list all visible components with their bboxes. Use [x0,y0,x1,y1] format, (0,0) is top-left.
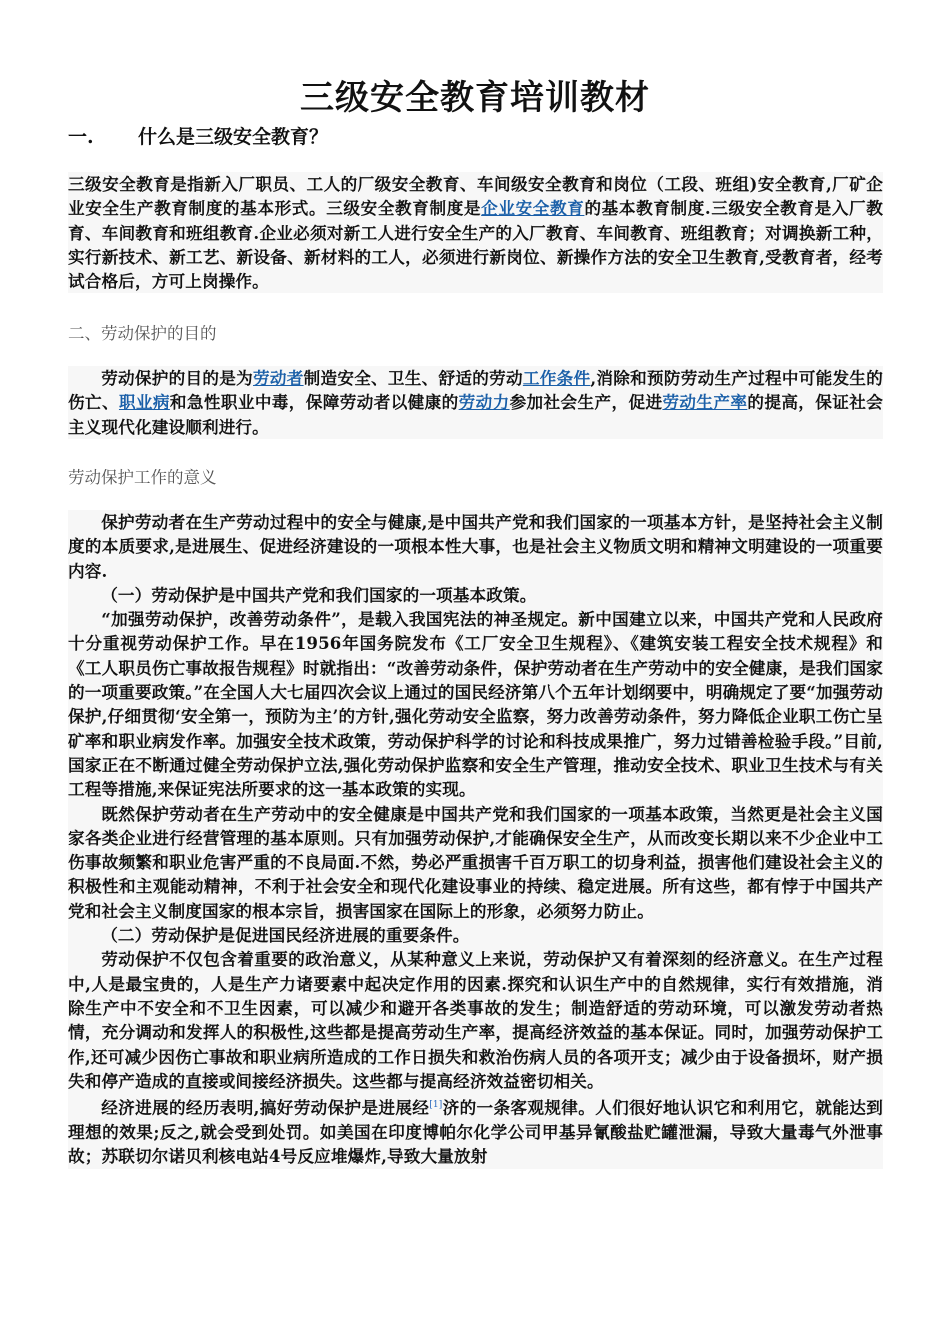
link-labor-force[interactable]: 劳动力 [458,392,510,413]
section-3-subheading-1: （一）劳动保护是中国共产党和我们国家的一项基本政策。 [101,584,537,605]
section-1-number: 一. [68,126,94,148]
section-3-paragraph-2: “加强劳动保护，改善劳动条件”，是载入我国宪法的神圣规定。新中国建立以来，中国共产党和人民政府十分重视劳动保护工作。早在1956年国务院发布《工厂安全卫生规程》、《建筑安装工程安全技术规程》和《工人职员伤亡事故报告规程》时就指出：“改善劳动条件，保护劳动者在生产劳动中的安全健康，是我们国家的一项重要政策。”在全国人大七届四次会议上通过的国民经济第八个五年计划纲要中，明确规定了要“加强劳动保护,仔细贯彻‘安全第一，预防为主’的方针,强化劳动安全监察，努力改善劳动条件，努力降低企业职工伤亡呈矿率和职业病发作率。加强安全技术政策，劳动保护科学的讨论和科技成果推广，努力过错善检验手段。”目前,国家正在不断通过健全劳动保护立法,强化劳动保护监察和安全生产管理，推动安全技术、职业卫生技术与有关工程等措施,来保证宪法所要求的这一基本政策的实现。 [68,609,883,800]
link-occupational-disease[interactable]: 职业病 [118,392,170,413]
paragraph-text: ,消除和预防劳动生产过程中可能发生的伤亡、 [68,368,883,413]
paragraph-text: 制造安全、卫生、舒适的劳动 [303,368,523,388]
paragraph-text: 参加社会生产，促进 [509,392,663,413]
section-2-paragraph [68,366,883,439]
paragraph-text: 经济进展的经历表明,搞好劳动保护是进展经 [101,1097,430,1118]
link-enterprise-safety-education[interactable]: 企业安全教育 [481,198,585,219]
section-3-paragraph-3: 既然保护劳动者在生产劳动中的安全健康是中国共产党和我们国家的一项基本政策，当然更是社会主义国家各类企业进行经营管理的基本原则。只有加强劳动保护,才能确保安全生产，从而改变长期以来不少企业中工伤事故频繁和职业危害严重的不良局面.不然，势必严重损害千百万职工的切身利益，损害他们建设社会主义的积极性和主观能动精神，不利于社会安全和现代化建设事业的持续、稳定进展。所有这些，都有悖于中国共产党和社会主义制度国家的根本宗旨，损害国家在国际上的形象，必须努力防止。 [68,803,883,921]
paragraph-text: 和急性职业中毒，保障劳动者以健康的 [169,392,459,413]
paragraph-text: 劳动保护的目的是为 [101,368,253,388]
paragraph-text: 的提高，保证社会主义现代化建设顺利进行。 [68,392,883,437]
section-1-block [68,172,883,293]
section-1-heading [68,122,328,149]
section-3-paragraph-5 [68,1093,883,1168]
section-3-paragraph-4: 劳动保护不仅包含着重要的政治意义，从某种意义上来说，劳动保护又有着深刻的经济意义。在生产过程中,人是最宝贵的，人是生产力诸要素中起决定作用的因素.探究和认识生产中的自然规律，实行有效措施，消除生产中不安全和不卫生因素，可以减少和避开各类事故的发生；制造舒适的劳动环境，可以激发劳动者热情，充分调动和发挥人的积极性,这些都是提高劳动生产率，提高经济效益的基本保证。同时，加强劳动保护工作,还可减少因伤亡事故和职业病所造成的工作日损失和救治伤病人员的各项开支；减少由于设备损坏，财产损失和停产造成的直接或间接经济损失。这些都与提高经济效益密切相关。 [68,949,883,1091]
section-3-subheading-2: （二）劳动保护是促进国民经济进展的重要条件。 [101,925,470,946]
section-1-paragraph [68,172,883,293]
section-3-heading: 劳动保护工作的意义 [68,468,217,487]
footnote-reference[interactable]: [1] [429,1100,443,1111]
link-laborer[interactable]: 劳动者 [252,368,304,388]
link-work-conditions[interactable]: 工作条件 [522,368,591,388]
paragraph-text: 的基本教育制度.三级安全教育是入厂教育、车间教育和班组教育.企业必须对新工人进行安全生产的入厂教育、车间教育、班组教育；对调换新工种，实行新技术、新工艺、新设备、新材料的工人，必须进行新岗位、新操作方法的安全卫生教育,受教育者，经考试合格后，方可上岗操作。 [68,198,883,292]
section-1-title: 什么是三级安全教育？ [138,126,329,148]
document-title: 三级安全教育培训教材 [300,78,650,118]
link-labor-productivity[interactable]: 劳动生产率 [662,392,748,413]
section-2-heading: 二、劳动保护的目的 [68,324,217,343]
section-2-block [68,366,883,439]
paragraph-text: 三级安全教育是指新入厂职员、工人的厂级安全教育、车间级安全教育和岗位（工段、班组)安全教育,厂矿企业安全生产教育制度的基本形式。三级安全教育制度是 [68,174,883,219]
paragraph-text: 济的一条客观规律。人们很好地认识它和利用它，就能达到理想的效果;反之,就会受到处罚。如美国在印度博帕尔化学公司甲基异氰酸盐贮罐泄漏，导致大量毒气外泄事故；苏联切尔诺贝利核电站4号反应堆爆炸,导致大量放射 [68,1097,883,1167]
section-3-block [68,510,883,1169]
section-3-paragraph-1: 保护劳动者在生产劳动过程中的安全与健康,是中国共产党和我们国家的一项基本方针，是坚持社会主义制度的本质要求,是进展生、促进经济建设的一项根本性大事，也是社会主义物质文明和精神文明建设的一项重要内容. [68,512,883,581]
